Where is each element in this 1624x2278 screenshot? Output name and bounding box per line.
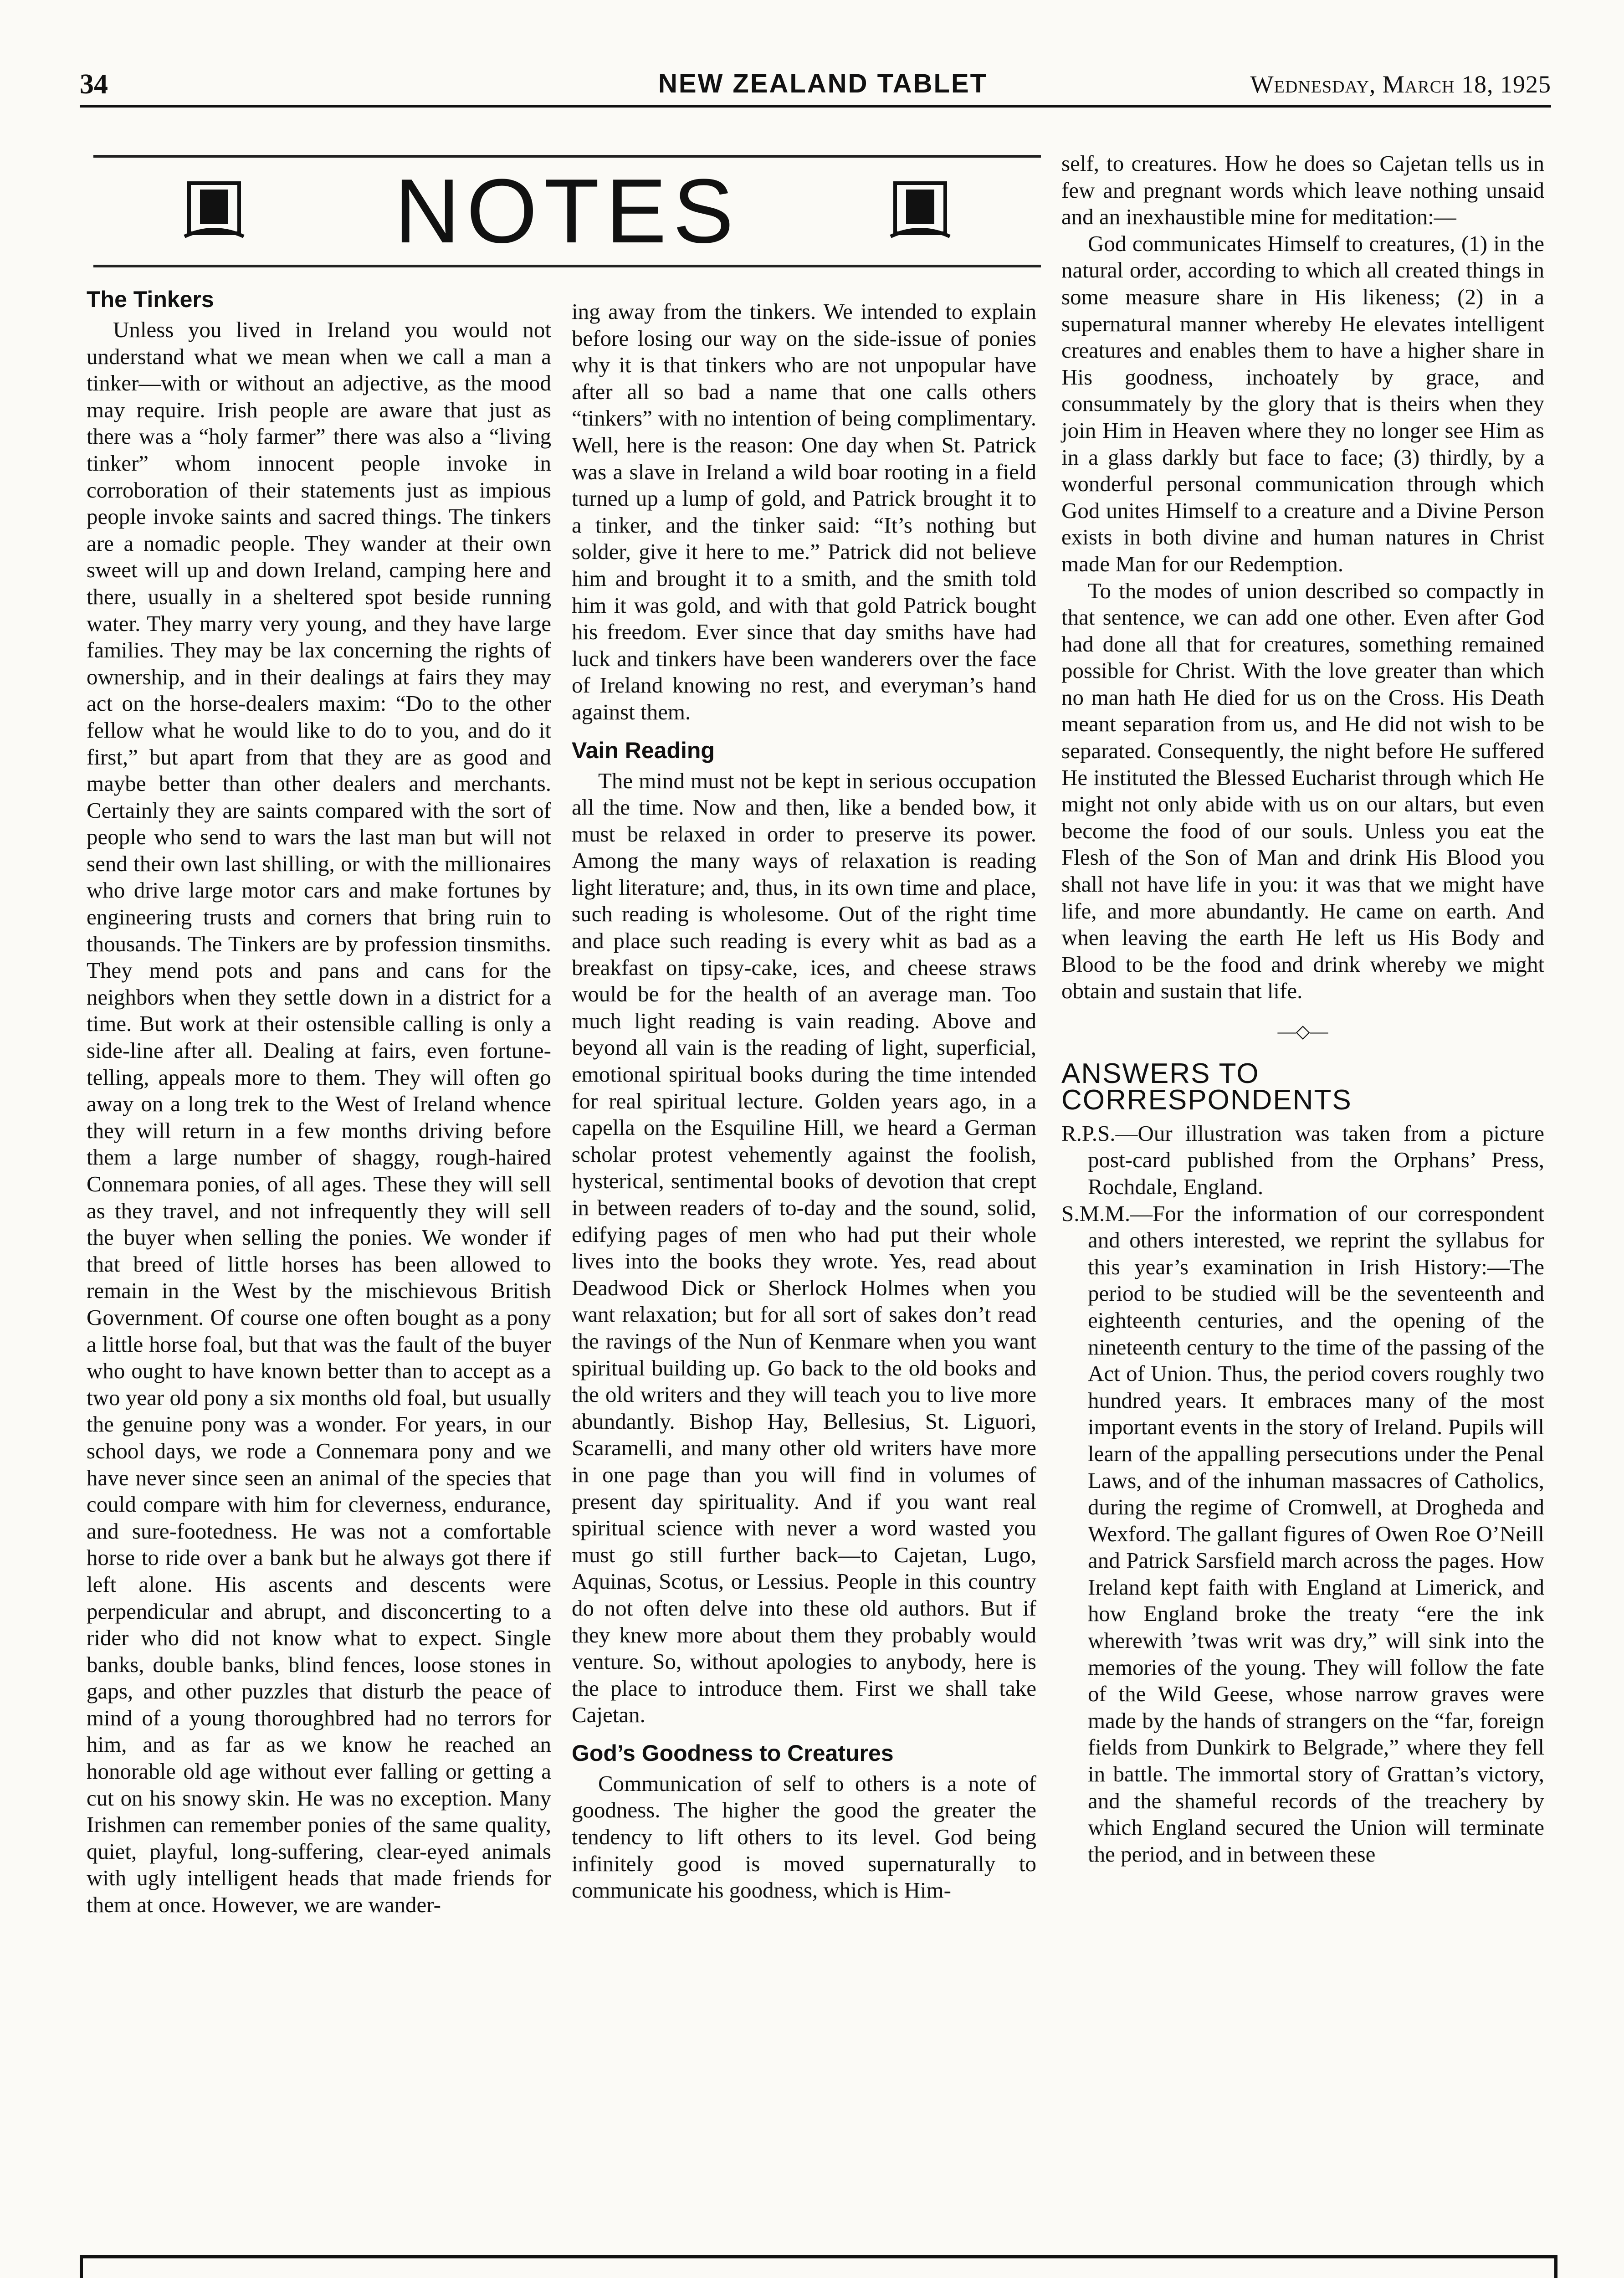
notes-banner — [93, 155, 1041, 267]
publication-title: NEW ZEALAND TABLET — [658, 69, 988, 98]
section-heading: God’s Goodness to Creatures — [572, 1740, 894, 1766]
issue-date: Wednesday, March 18, 1925 — [1250, 71, 1551, 98]
section-divider: —◇— — [1277, 1021, 1328, 1042]
article-paragraph: Communication of self to others is a note of goodness. The higher the good the greater the tendency to lift others to its level. God being infinitely good is moved supernaturally to communicate his goodness, which is Him- — [572, 1770, 1036, 1903]
article-paragraph: God communicates Himself to creatures, (1) in the natural order, according to which all created things in some measure share in His likeness; (2) in a supernatural manner whereby He elevates intelligent creatures and enables them to have a higher share in His goodness, inchoately by grace, and consummately by the glory that is theirs when they join Him in Heaven where they no longer see Him as in a glass darkly but face to face; (3) thirdly, by a wonderful personal communication through which God unites Himself to a creature and a Divine Person exists in both divine and human natures in Christ made Man for our Redemption. — [1061, 231, 1544, 576]
running-header — [80, 64, 1551, 108]
book-ornament-icon — [886, 180, 954, 243]
advertisement-box — [80, 2255, 1557, 2278]
answer-item: S.M.M.—For the information of our correspondent and others interested, we reprint the syllabus for this year’s examination in Irish History:—The period to be studied will be the seventeenth and eighteenth centuries, and the opening of the nineteenth century to the time of the passing of the Act of Union. Thus, the period covers roughly two hundred years. It embraces many of the most important events in the story of Ireland. Pupils will learn of the appalling persecutions under the Penal Laws, and of the inhuman massacres of Catholics, during the regime of Cromwell, at Drogheda and Wexford. The gallant figures of Owen Roe O’Neill and Patrick Sarsfield march across the pages. How Ireland kept faith with England at Limerick, and how England broke the treaty “ere the ink wherewith ’twas writ was dry,” will sink into the memories of the young. They will follow the fate of the Wild Geese, whose narrow graves were made by the hands of strangers on the “far, foreign fields from Dunkirk to Belgrade,” where they fell in battle. The immortal story of Grattan’s victory, and the shameful records of the treachery by which England secured the Union will terminate the period, and in between these — [1061, 1201, 1544, 1867]
article-paragraph: To the modes of union described so compactly in that sentence, we can add one other. Even after God had done all that for creatures, something remained possible for Christ. With the love greater than which no man hath He died for us on the Cross. His Death meant separation from us, and He did not wish to be separated. Consequently, the night before He suffered He instituted the Blessed Eucharist through which He might not only abide with us on our altars, but even become the food of our souls. Unless you eat the Flesh of the Son of Man and drink His Blood you shall not have life in you: it was that we might have life, and more abundantly. He came on earth. And when leaving the earth He left us His Body and Blood to be the food and drink whereby we might obtain and sustain that life. — [1061, 578, 1544, 1004]
column-1 — [87, 285, 551, 1919]
answers-heading: ANSWERS TO CORRESPONDENTS — [1061, 1057, 1352, 1116]
page-number: 34 — [80, 69, 108, 100]
section-heading: Vain Reading — [572, 737, 715, 763]
notes-title: NOTES — [394, 160, 740, 262]
answers-list — [1061, 1120, 1544, 1868]
section-heading: The Tinkers — [87, 287, 214, 312]
answer-item: R.P.S.—Our illustration was taken from a picture post-card published from the Orphans’ Press, Rochdale, England. — [1061, 1120, 1544, 1199]
column-2 — [572, 298, 1036, 1904]
article-paragraph: Unless you lived in Ireland you would not understand what we mean when we call a man a tinker—with or without an adjective, as the mood may require. Irish people are aware that just as there was a “holy farmer” there was also a “living tinker” whom innocent people invoke in corroboration of their statements just as impious people invoke saints and sacred things. The tinkers are a nomadic people. They wander at their own sweet will up and down Ireland, camping here and there, usually in a sheltered spot beside running water. They marry very young, and they have large families. They may be lax concerning the rights of ownership, and in their dealings at fairs they may act on the horse-dealers maxim: “Do to the other fellow what he would like to do to you, and do it first,” but apart from that they are as good and maybe better than other dealers and merchants. Certainly they are saints compared with the sort of people who send to wars the last man but will not send their own last shilling, or with the millionaires who drive large motor cars and make fortunes by engineering trusts and corners that bring ruin to thousands. The Tinkers are by profession tinsmiths. They mend pots and pans and cans for the neighbors when they settle down in a district for a time. But work at their ostensible calling is only a side-line after all. Dealing at fairs, even fortune-telling, appeals more to them. They will often go away on a long trek to the West of Ireland whence they will return in a few months driving before them a large number of shaggy, rough-haired Connemara ponies, of all ages. These they will sell as they travel, and not infrequently they will sell the buyer when selling the ponies. We wonder if that breed of little horses has been allowed to remain in the West by the mischievous British Government. Of course one often bought as a pony a little horse foal, but that was the fault of the buyer who ought to have known better than to accept as a two year old pony a six months old foal, but usually the genuine pony was a wonder. For years, in our school days, we rode a Connemara pony and we have never since seen an animal of the species that could compare with him for cleverness, endurance, and sure-footedness. He was not a comfortable horse to ride over a bank but he always got there if left alone. His ascents and descents were perpendicular and abrupt, and disconcerting to a rider who did not know what to expect. Single banks, double banks, blind fences, loose stones in gaps, and other puzzles that disturb the peace of mind of a young thoroughbred had no terrors for him, and as far as we know he reached an honorable old age without ever falling or getting a cut on his snowy skin. He was no exception. Many Irishmen can remember ponies of the same quality, quiet, playful, long-suffering, clear-eyed animals with ugly intelligent heads that made friends for them at once. However, we are wander- — [87, 317, 551, 1918]
article-paragraph: self, to creatures. How he does so Cajetan tells us in few and pregnant words which leave nothing unsaid and an inexhaustible mine for meditation:— — [1061, 151, 1544, 230]
column-3 — [1061, 150, 1544, 1868]
article-paragraph: ing away from the tinkers. We intended to explain before losing our way on the side-issue of ponies why it is that tinkers who are not unpopular have after all so bad a name that one calls others “tinkers” with no intention of being complimentary. Well, here is the reason: One day when St. Patrick was a slave in Ireland a wild boar rooting in a field turned up a lump of gold, and Patrick brought it to a tinker, and the tinker said: “It’s nothing but solder, give it here to me.” Patrick did not believe him and brought it to a smith, and the smith told him it was gold, and with that gold Patrick bought his freedom. Ever since that day smiths have had luck and tinkers have been wanderers over the face of Ireland knowing no rest, and everyman’s hand against them. — [572, 299, 1036, 724]
article-paragraph: The mind must not be kept in serious occupation all the time. Now and then, like a bended bow, it must be relaxed in order to preserve its power. Among the many ways of relaxation is reading light literature; and, thus, in its own time and place, such reading is wholesome. Out of the right time and place such reading is every whit as bad as a breakfast on tipsy-cake, ices, and cheese straws would be for the health of an average man. Too much light reading is vain reading. Above and beyond all vain is the reading of light, superficial, emotional spiritual books during the time intended for real spiritual lecture. Golden years ago, in a capella on the Esquiline Hill, we heard a German scholar protest vehemently against the foolish, hysterical, sentimental books of devotion that crept in between readers of to-day and the sound, solid, edifying pages of men who had put their whole lives into the books they wrote. Yes, read about Deadwood Dick or Sherlock Holmes when you want relaxation; but for all sort of sakes don’t read the ravings of the Nun of Kenmare when you want spiritual building up. Go back to the old books and the old writers and they will teach you to live more abundantly. Bishop Hay, Bellesius, St. Liguori, Scaramelli, and many other old writers have more in one page than you will find in volumes of present day spirituality. And if you want real spiritual science with never a word wasted you must go still further back—to Cajetan, Lugo, Aquinas, Scotus, or Lessius. People in this country do not often delve into these old authors. But if they knew more about them they probably would venture. So, without apologies to anybody, here is the place to introduce them. First we shall take Cajetan. — [572, 768, 1036, 1728]
